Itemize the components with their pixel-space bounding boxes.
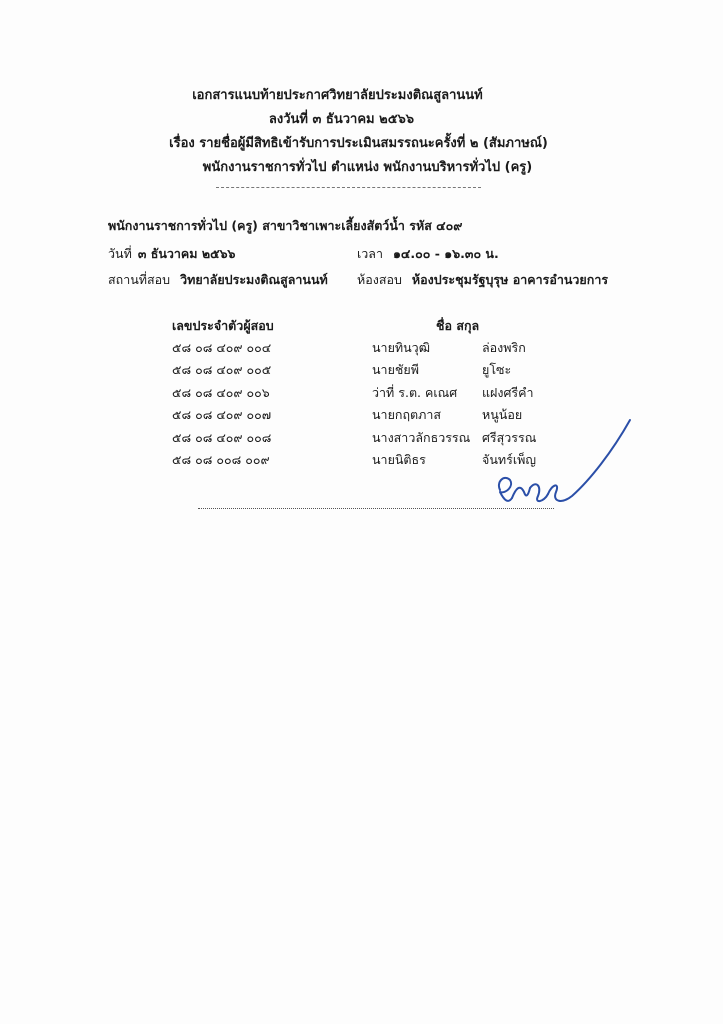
candidate-first-name: นายนิติธร xyxy=(372,451,426,467)
venue-value: วิทยาลัยประมงติณสูลานนท์ xyxy=(180,272,328,287)
candidate-id: ๕๘ ๐๘ ๔๐๙ ๐๐๖ xyxy=(172,384,270,400)
candidate-id: ๕๘ ๐๘ ๔๐๙ ๐๐๕ xyxy=(172,362,272,378)
candidate-id: ๕๘ ๐๘ ๔๐๙ ๐๐๗ xyxy=(172,407,272,423)
candidate-id: ๕๘ ๐๘ ๔๐๙ ๐๐๘ xyxy=(172,429,272,445)
table-row xyxy=(0,360,723,382)
candidate-first-name: นายทินวุฒิ xyxy=(372,340,430,355)
header-subject: เรื่อง รายชื่อผู้มีสิทธิเข้ารับการประเมินสมรรถนะครั้งที่ ๒ (สัมภาษณ์) xyxy=(169,136,548,151)
time-value: ๑๔.๐๐ - ๑๖.๓๐ น. xyxy=(392,246,499,261)
table-row xyxy=(0,383,723,405)
date-value: ๓ ธันวาคม ๒๕๖๖ xyxy=(137,246,236,261)
table-row xyxy=(0,338,723,360)
candidate-last-name: หนูน้อย xyxy=(482,407,523,423)
candidate-last-name: จันทร์เพ็ญ xyxy=(482,451,536,467)
time-line xyxy=(357,244,499,264)
date-label: วันที่ xyxy=(108,246,132,261)
header-title: เอกสารแนบท้ายประกาศวิทยาลัยประมงติณสูลานนท์ xyxy=(192,88,483,103)
document-header xyxy=(0,84,723,180)
column-header-id: เลขประจำตัวผู้สอบ xyxy=(172,318,274,333)
position-line: พนักงานราชการทั่วไป (ครู) สาขาวิชาเพาะเลี้ยงสัตว์น้ำ รหัส ๔๐๙ xyxy=(108,218,463,233)
venue-line xyxy=(108,270,328,290)
candidate-first-name: นายชัยพี xyxy=(372,362,419,378)
header-divider xyxy=(216,187,481,188)
header-position: พนักงานราชการทั่วไป ตำแหน่ง พนักงานบริหารทั่วไป (ครู) xyxy=(202,160,533,175)
candidate-last-name: ศรีสุวรรณ xyxy=(482,429,537,445)
candidate-last-name: แฝงศรีคำ xyxy=(482,384,534,400)
header-date: ลงวันที่ ๓ ธันวาคม ๒๕๖๖ xyxy=(268,112,415,127)
venue-label: สถานที่สอบ xyxy=(108,272,171,287)
candidate-first-name: นายกฤตภาส xyxy=(372,407,442,423)
time-label: เวลา xyxy=(357,246,383,261)
candidate-id: ๕๘ ๐๘ ๔๐๙ ๐๐๔ xyxy=(172,340,272,355)
candidate-first-name: ว่าที่ ร.ต. คเณศ xyxy=(372,384,458,400)
signature xyxy=(490,412,640,522)
column-header-name: ชื่อ สกุล xyxy=(436,318,480,333)
room-value: ห้องประชุมรัฐบุรุษ อาคารอำนวยการ xyxy=(411,272,609,287)
candidate-id: ๕๘ ๐๘ ๐๐๘ ๐๐๙ xyxy=(172,451,270,467)
candidate-last-name: ยูโซะ xyxy=(482,362,512,378)
room-line xyxy=(357,270,608,290)
room-label: ห้องสอบ xyxy=(357,272,402,287)
candidate-last-name: ล่องพริก xyxy=(482,340,526,355)
candidate-first-name: นางสาวลักธวรรณ xyxy=(372,429,471,445)
date-line xyxy=(108,244,235,264)
